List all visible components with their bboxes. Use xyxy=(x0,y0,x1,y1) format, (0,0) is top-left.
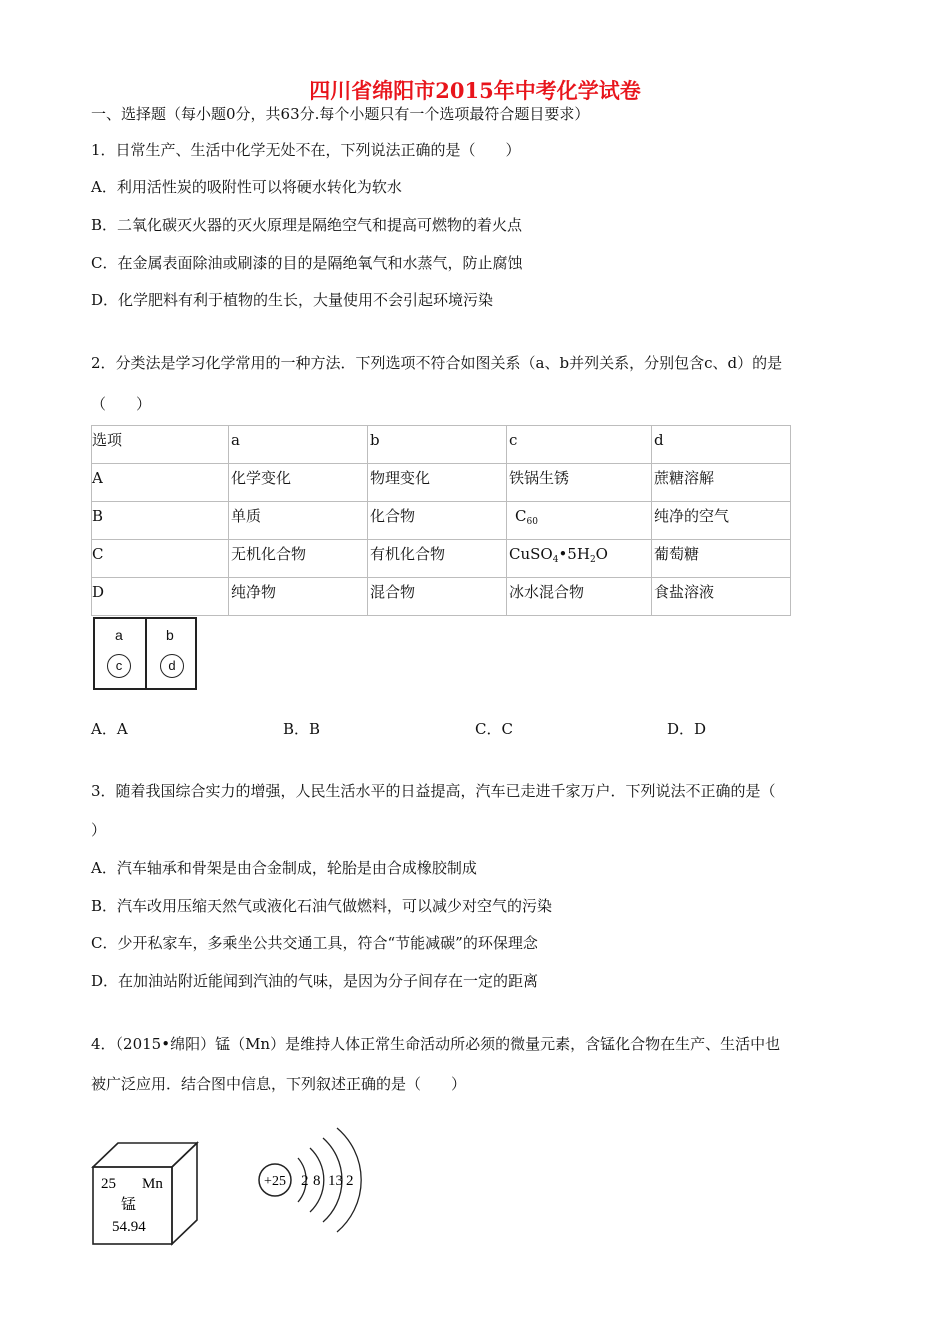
table-row xyxy=(92,502,791,540)
exam-title: 四川省绵阳市2015年中考化学试卷 xyxy=(309,78,641,103)
table-cell: D xyxy=(92,578,229,616)
table-cell-c60 xyxy=(507,502,652,540)
table-header-cell: c xyxy=(507,426,652,464)
cuso4-oxygen: O xyxy=(595,545,608,563)
q4-stem: 4．（2015•绵阳）锰（Mn）是维持人体正常生命活动所必须的微量元素，含锰化合物在生产、生活中也 xyxy=(91,1035,781,1053)
table-cell: 化学变化 xyxy=(229,464,368,502)
q3-option-a: A．汽车轴承和骨架是由合金制成，轮胎是由合成橡胶制成 xyxy=(91,859,477,877)
element-atomic-mass: 54.94 xyxy=(112,1219,146,1235)
table-cell: 无机化合物 xyxy=(229,540,368,578)
q3-option-b: B．汽车改用压缩天然气或液化石油气做燃料，可以减少对空气的污染 xyxy=(91,897,553,915)
diagram-divider xyxy=(145,619,147,690)
element-symbol: Mn xyxy=(142,1176,163,1192)
table-cell: A xyxy=(92,464,229,502)
table-cell: 纯净的空气 xyxy=(652,502,791,540)
table-header-cell: d xyxy=(652,426,791,464)
table-cell: 食盐溶液 xyxy=(652,578,791,616)
shell-electrons-4: 2 xyxy=(346,1173,354,1189)
diagram-label-a: a xyxy=(115,627,123,643)
cuso4-hydrate: •5H xyxy=(558,545,590,563)
table-cell: C xyxy=(92,540,229,578)
element-card-manganese xyxy=(90,1140,200,1250)
table-header-row xyxy=(92,426,791,464)
q1-option-d: D．化学肥料有利于植物的生长，大量使用不会引起环境污染 xyxy=(91,291,494,309)
table-cell: 物理变化 xyxy=(368,464,507,502)
shell-electrons-2: 8 xyxy=(313,1173,321,1189)
element-name: 锰 xyxy=(121,1195,137,1213)
shell-electrons-3: 13 xyxy=(328,1173,343,1189)
nucleus-charge: +25 xyxy=(264,1174,286,1189)
q2-option-table xyxy=(91,425,791,616)
q2-choice-a: A．A xyxy=(91,720,128,738)
q3-option-c: C．少开私家车，多乘坐公共交通工具，符合“节能减碳”的环保理念 xyxy=(91,934,538,952)
table-cell: 混合物 xyxy=(368,578,507,616)
q3-stem-paren: ） xyxy=(91,821,107,839)
diagram-circle-d: d xyxy=(160,654,184,678)
table-cell: 纯净物 xyxy=(229,578,368,616)
table-cell: 化合物 xyxy=(368,502,507,540)
q2-choice-d: D．D xyxy=(667,720,707,738)
q2-stem-paren: （ ） xyxy=(91,395,152,413)
q2-choice-c: C．C xyxy=(475,720,513,738)
q1-option-b: B．二氧化碳灭火器的灭火原理是隔绝空气和提高可燃物的着火点 xyxy=(91,216,523,234)
cuso4-subscript-4: 4 xyxy=(552,555,559,565)
q2-stem: 2．分类法是学习化学常用的一种方法．下列选项不符合如图关系（a、b并列关系，分别包含c、d）的是 xyxy=(91,354,783,372)
table-header-cell: b xyxy=(368,426,507,464)
cuso4-formula: CuSO xyxy=(509,545,553,563)
table-cell: B xyxy=(92,502,229,540)
diagram-label-b: b xyxy=(166,627,174,643)
element-atomic-number: 25 xyxy=(101,1176,116,1192)
q1-option-a: A．利用活性炭的吸附性可以将硬水转化为软水 xyxy=(91,178,402,196)
table-row xyxy=(92,464,791,502)
table-cell: 有机化合物 xyxy=(368,540,507,578)
q3-option-d: D．在加油站附近能闻到汽油的气味，是因为分子间存在一定的距离 xyxy=(91,972,539,990)
relation-diagram xyxy=(93,617,197,690)
table-cell: 铁锅生锈 xyxy=(507,464,652,502)
table-cell: 蔗糖溶解 xyxy=(652,464,791,502)
diagram-circle-c: c xyxy=(107,654,131,678)
table-header-cell: 选项 xyxy=(92,426,229,464)
table-header-cell: a xyxy=(229,426,368,464)
q1-option-c: C．在金属表面除油或刷漆的目的是隔绝氧气和水蒸气，防止腐蚀 xyxy=(91,254,523,272)
q1-stem: 1．日常生产、生活中化学无处不在，下列说法正确的是（ ） xyxy=(91,141,521,159)
table-row xyxy=(92,540,791,578)
section-heading: 一、选择题（每小题0分，共63分.每个小题只有一个选项最符合题目要求） xyxy=(91,105,590,123)
q2-choice-b: B．B xyxy=(283,720,321,738)
shell-electrons-1: 2 xyxy=(301,1173,309,1189)
q3-stem: 3．随着我国综合实力的增强，人民生活水平的日益提高，汽车已走进千家万户．下列说法不正确的是（ xyxy=(91,782,776,800)
q4-stem-2: 被广泛应用．结合图中信息，下列叙述正确的是（ ） xyxy=(91,1075,467,1093)
c60-subscript: 60 xyxy=(526,517,538,527)
cuso4-subscript-2: 2 xyxy=(589,555,596,565)
table-row xyxy=(92,578,791,616)
c60-symbol: C xyxy=(515,507,527,525)
atomic-structure-diagram xyxy=(250,1118,370,1248)
table-cell-cuso4 xyxy=(507,540,652,578)
table-cell: 冰水混合物 xyxy=(507,578,652,616)
table-cell: 单质 xyxy=(229,502,368,540)
table-cell: 葡萄糖 xyxy=(652,540,791,578)
